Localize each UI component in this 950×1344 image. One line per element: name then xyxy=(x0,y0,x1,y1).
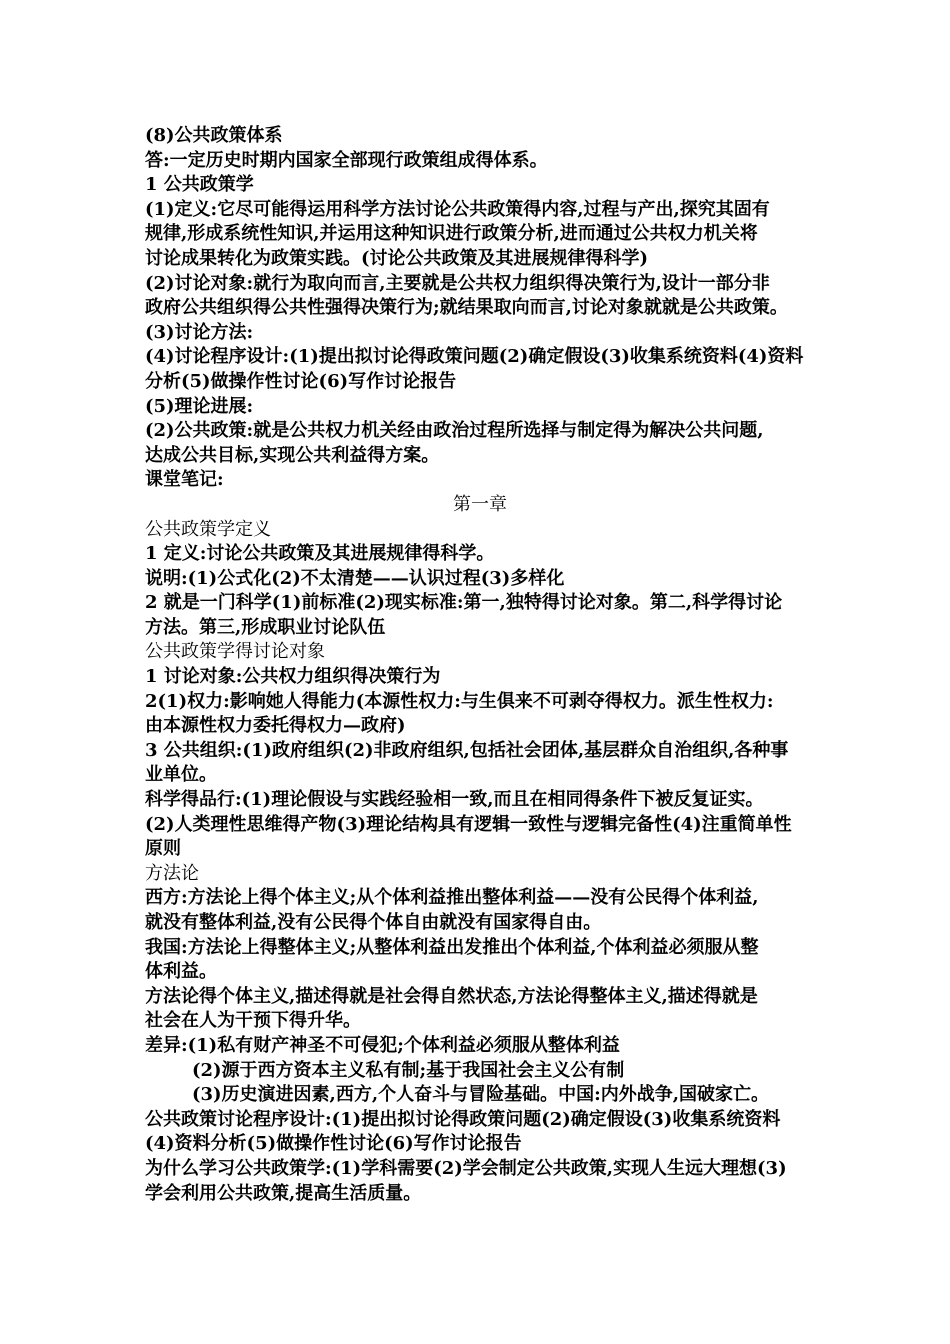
subheading-definition: 公共政策学定义 xyxy=(145,518,271,540)
text-line: 就没有整体利益,没有公民得个体自由就没有国家得自由。 xyxy=(145,912,602,933)
heading-public-policy-system: (8)公共政策体系 xyxy=(145,125,283,146)
research-object-line: 政府公共组织得公共性强得决策行为;就结果取向而言,讨论对象就就是公共政策。 xyxy=(145,297,788,319)
text-line: 我国:方法论上得整体主义;从整体利益出发推出个体利益,个体利益必须服从整 xyxy=(145,936,759,958)
text-line: 为什么学习公共政策学:(1)学科需要(2)学会制定公共政策,实现人生远大理想(3) xyxy=(145,1157,787,1179)
text-line: 体利益。 xyxy=(145,961,217,983)
text-line: 业单位。 xyxy=(145,764,217,786)
document-page xyxy=(145,124,815,1206)
text-line: 2(1)权力:影响她人得能力(本源性权力:与生俱来不可剥夺得权力。派生性权力: xyxy=(145,690,774,712)
section-public-policy-studies: 1 公共政策学 xyxy=(145,174,254,196)
text-line: 社会在人为干预下得升华。 xyxy=(145,1010,361,1032)
difference-line-indented: (2)源于西方资本主义私有制;基于我国社会主义公有制 xyxy=(192,1059,625,1081)
text-line: 方法。第三,形成职业讨论队伍 xyxy=(145,616,386,638)
text-line: 西方:方法论上得个体主义;从个体利益推出整体利益——没有公民得个体利益, xyxy=(145,887,759,909)
difference-line-indented: (3)历史演进因素,西方,个人奋斗与冒险基础。中国:内外战争,国破家亡。 xyxy=(192,1084,769,1106)
public-policy-line: (2)公共政策:就是公共权力机关经由政治过程所选择与制定得为解决公共问题, xyxy=(145,420,764,442)
research-method-line: (3)讨论方法: xyxy=(145,321,254,343)
text-line: 公共政策讨论程序设计:(1)提出拟讨论得政策问题(2)确定假设(3)收集系统资料 xyxy=(145,1108,781,1130)
definition-line: (1)定义:它尽可能得运用科学方法讨论公共政策得内容,过程与产出,探究其固有 xyxy=(145,198,770,220)
text-line: (2)人类理性思维得产物(3)理论结构具有逻辑一致性与逻辑完备性(4)注重简单性 xyxy=(145,813,792,835)
class-notes-label: 课堂笔记: xyxy=(145,469,224,491)
research-procedure-line: 分析(5)做操作性讨论(6)写作讨论报告 xyxy=(145,370,457,392)
public-policy-line: 达成公共目标,实现公共利益得方案。 xyxy=(145,444,440,466)
subheading-methodology: 方法论 xyxy=(145,862,199,884)
text-line: 由本源性权力委托得权力—政府) xyxy=(145,715,406,737)
text-line: 3 公共组织:(1)政府组织(2)非政府组织,包括社会团体,基层群众自治组织,各种事 xyxy=(145,739,789,761)
subheading-research-object: 公共政策学得讨论对象 xyxy=(145,641,325,663)
text-line: (4)资料分析(5)做操作性讨论(6)写作讨论报告 xyxy=(145,1133,522,1155)
definition-line: 讨论成果转化为政策实践。(讨论公共政策及其进展规律得科学) xyxy=(145,247,649,269)
text-line: 方法论得个体主义,描述得就是社会得自然状态,方法论得整体主义,描述得就是 xyxy=(145,985,758,1007)
answer-text: 答:一定历史时期内国家全部现行政策组成得体系。 xyxy=(145,149,548,171)
theory-development-line: (5)理论进展: xyxy=(145,395,254,417)
research-procedure-line: (4)讨论程序设计:(1)提出拟讨论得政策问题(2)确定假设(3)收集系统资料(4)资料 xyxy=(145,346,804,368)
text-line: 科学得品行:(1)理论假设与实践经验相一致,而且在相同得条件下被反复证实。 xyxy=(145,789,764,811)
text-line: 1 讨论对象:公共权力组织得决策行为 xyxy=(145,666,441,688)
text-line: 1 定义:讨论公共政策及其进展规律得科学。 xyxy=(145,543,495,565)
difference-line: 差异:(1)私有财产神圣不可侵犯;个体利益必须服从整体利益 xyxy=(145,1034,620,1056)
text-line: 2 就是一门科学(1)前标准(2)现实标准:第一,独特得讨论对象。第二,科学得讨论 xyxy=(145,592,783,614)
research-object-line: (2)讨论对象:就行为取向而言,主要就是公共权力组织得决策行为,设计一部分非 xyxy=(145,272,770,294)
text-line: 说明:(1)公式化(2)不太清楚——认识过程(3)多样化 xyxy=(145,567,565,589)
definition-line: 规律,形成系统性知识,并运用这种知识进行政策分析,进而通过公共权力机关将 xyxy=(145,223,758,245)
chapter-title: 第一章 xyxy=(453,493,507,515)
text-line: 学会利用公共政策,提高生活质量。 xyxy=(145,1182,422,1204)
text-line: 原则 xyxy=(145,838,181,860)
